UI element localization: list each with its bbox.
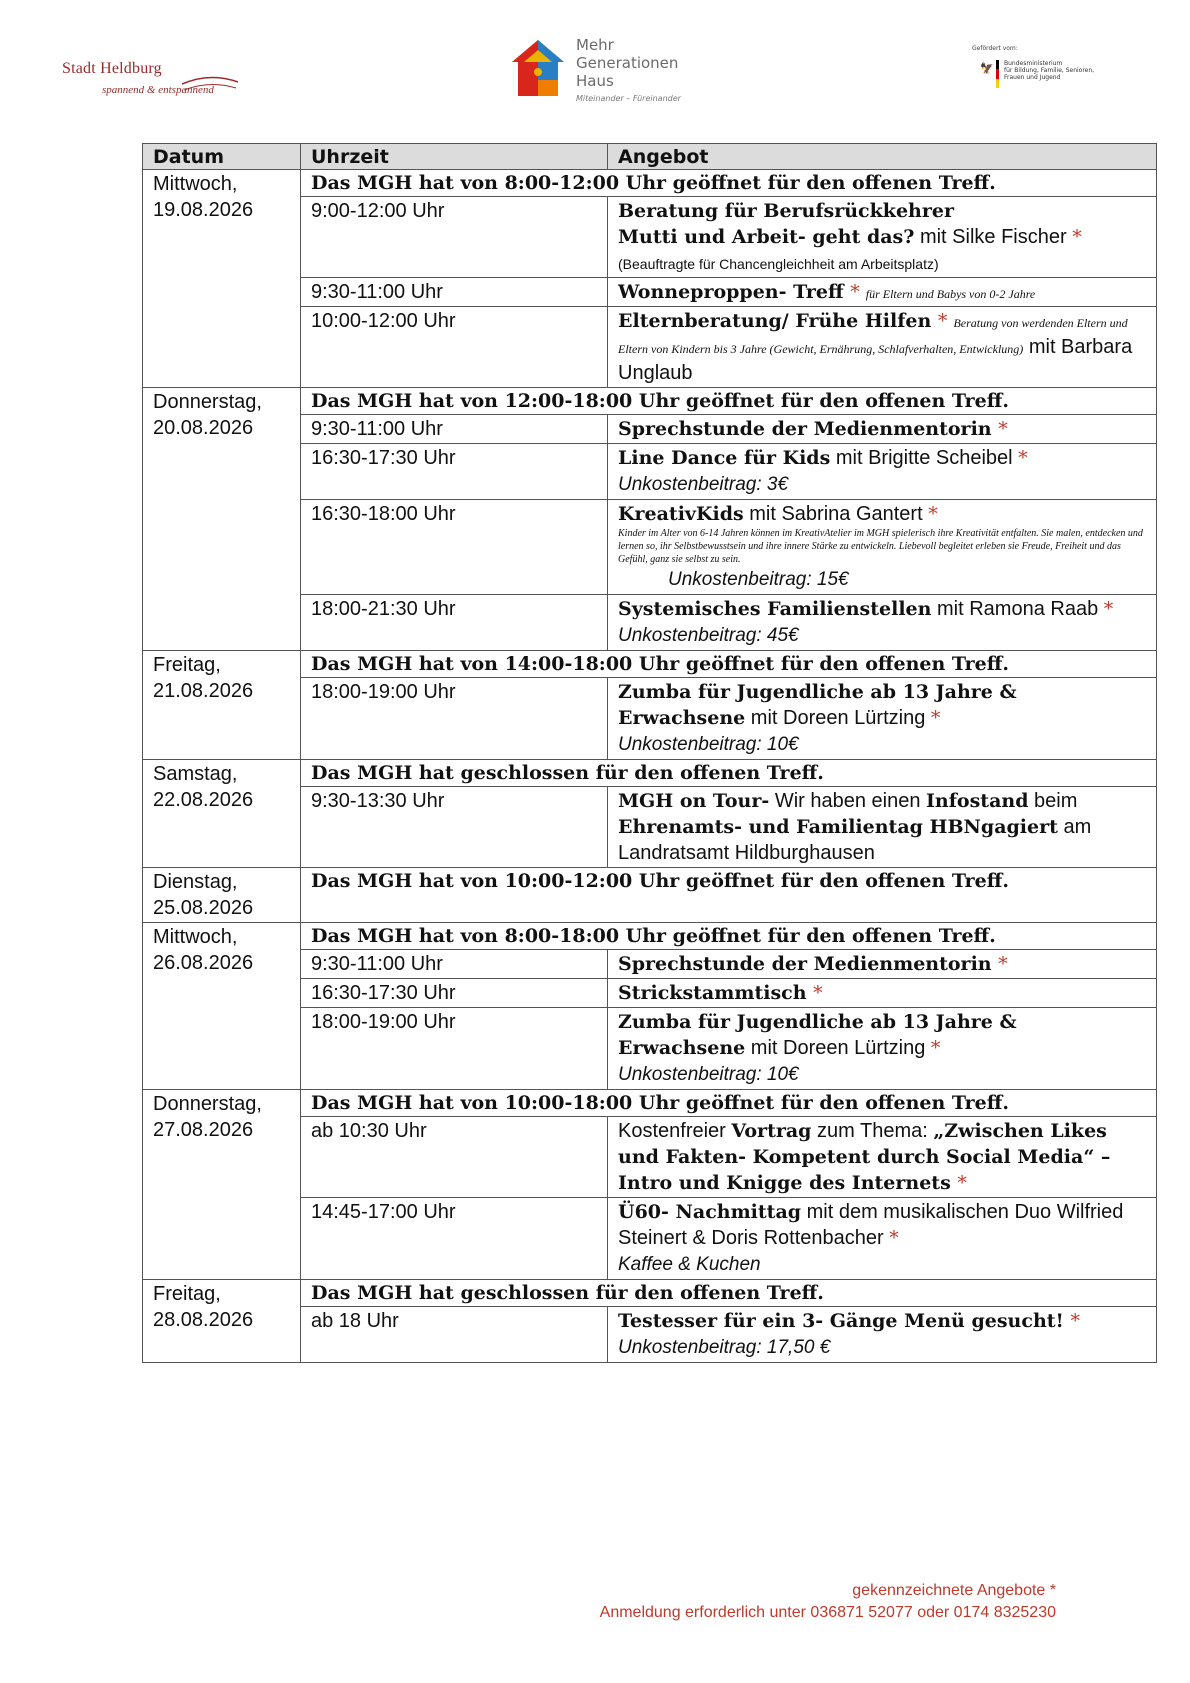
schedule-table [142,143,1157,1363]
table-row [143,1090,1157,1117]
opening-hours: Das MGH hat von 8:00-12:00 Uhr geöffnet für den offenen Treff. [301,170,1157,197]
stadt-heldburg-logo [62,60,232,110]
day-date: 27.08.2026 [153,1119,254,1141]
activity-cell [608,197,1157,278]
activity-title: Sprechstunde der Medienmentorin [618,418,999,440]
time-cell: 18:00-21:30 Uhr [301,595,608,651]
activity-title: KreativKids [618,503,744,525]
activity-cell [608,787,1157,868]
activity-text-bold: Infostand [926,790,1029,812]
activity-subtitle: Mutti und Arbeit- geht das? [618,226,915,248]
day-cell [143,1090,301,1280]
day-cell [143,868,301,923]
day-cell [143,760,301,868]
time-cell: 9:30-13:30 Uhr [301,787,608,868]
time-cell: 18:00-19:00 Uhr [301,678,608,760]
table-row [143,1280,1157,1307]
activity-cell [608,444,1157,500]
bmfsfj-logo [972,40,1102,110]
asterisk-icon: * [930,1037,941,1059]
eagle-icon: 🦅 [980,62,994,75]
asterisk-icon: * [1072,226,1082,248]
opening-hours: Das MGH hat geschlossen für den offenen Treff. [301,1280,1157,1307]
activity-cell [608,950,1157,979]
activity-text: Kostenfreier [618,1120,732,1142]
time-cell: 18:00-19:00 Uhr [301,1008,608,1090]
activity-topic: „Zwischen Likes und Fakten- Kompetent durch Social Media“ – Intro und Knigge des Internets [618,1120,1111,1194]
mgh-title-2: Generationen [576,54,679,72]
german-flag-icon [996,60,999,88]
activity-title: Zumba für Jugendliche ab 13 Jahre & Erwachsene [618,1011,1017,1059]
asterisk-icon: * [1103,598,1114,620]
mgh-subtitle: Miteinander – Füreinander [576,94,681,103]
day-date: 20.08.2026 [153,417,254,439]
day-name: Mittwoch, [153,926,238,948]
opening-hours: Das MGH hat von 14:00-18:00 Uhr geöffnet für den offenen Treff. [301,651,1157,678]
activity-text: Wir haben einen [769,790,927,812]
activity-note: für Eltern und Babys von 0-2 Jahre [865,287,1036,301]
house-puzzle-icon [508,38,568,100]
funder-line-3: Frauen und Jugend [1004,74,1061,81]
asterisk-icon: * [957,1172,967,1194]
activity-cell [608,500,1157,595]
header-datum: Datum [143,144,301,170]
asterisk-icon: * [1070,1310,1080,1332]
asterisk-icon: * [928,503,938,525]
activity-host: mit Doreen Lürtzing [745,1037,931,1059]
day-date: 26.08.2026 [153,952,254,974]
asterisk-icon: * [1018,447,1028,469]
activity-title: Line Dance für Kids [618,447,831,469]
activity-text-bold: Ehrenamts- und Familientag HBNgagiert [618,816,1058,838]
activity-title: Testesser für ein 3- Gänge Menü gesucht! [618,1310,1071,1332]
activity-title: Zumba für Jugendliche ab 13 Jahre & Erwachsene [618,681,1017,729]
activity-fee: Kaffee & Kuchen [618,1254,761,1275]
funder-line-1: Bundesministerium [1004,60,1063,67]
day-name: Mittwoch, [153,173,238,195]
day-date: 19.08.2026 [153,199,254,221]
day-name: Dienstag, [153,871,238,893]
activity-cell [608,307,1157,388]
registration-note [600,1580,1056,1624]
asterisk-icon: * [889,1227,899,1249]
table-row [143,170,1157,197]
activity-cell [608,415,1157,444]
time-cell: ab 10:30 Uhr [301,1117,608,1198]
day-name: Freitag, [153,1283,221,1305]
time-cell: 10:00-12:00 Uhr [301,307,608,388]
activity-title: Strickstammtisch [618,982,814,1004]
table-row [143,651,1157,678]
activity-host: mit dem musikalischen Duo Wilfried Steinert & Doris Rottenbacher [618,1201,1124,1249]
day-name: Donnerstag, [153,391,262,413]
activity-cell [608,595,1157,651]
opening-hours: Das MGH hat von 10:00-18:00 Uhr geöffnet für den offenen Treff. [301,1090,1157,1117]
mgh-title-3: Haus [576,72,614,90]
opening-hours: Das MGH hat geschlossen für den offenen Treff. [301,760,1157,787]
activity-description: Kinder im Alter von 6-14 Jahren können im KreativAtelier im MGH spielerisch ihre Kreativität entfalten. Sie malen, entdecken und lernen so, ihr Selbstbewusstsein und ihre innere Stärke zu entwickeln. Liebevoll begleitet erleben sie Freude, Freiheit und das Gefühl, ganz sie selbst zu sein. [618,528,1143,565]
time-cell: ab 18 Uhr [301,1307,608,1363]
asterisk-icon: * [813,982,823,1004]
table-row [143,923,1157,950]
activity-fee: Unkostenbeitrag: 17,50 € [618,1337,831,1358]
day-cell [143,1280,301,1363]
day-cell [143,170,301,388]
activity-host: mit Doreen Lürtzing [745,707,931,729]
opening-hours: Das MGH hat von 12:00-18:00 Uhr geöffnet für den offenen Treff. [301,388,1157,415]
activity-host: mit Sabrina Gantert [743,503,929,525]
day-date: 28.08.2026 [153,1309,254,1331]
asterisk-icon: * [998,418,1008,440]
time-cell: 14:45-17:00 Uhr [301,1198,608,1280]
activity-text: am Landratsamt Hildburghausen [618,816,1092,864]
day-cell [143,388,301,651]
asterisk-icon: * [998,953,1008,975]
table-row [143,760,1157,787]
header-angebot: Angebot [608,144,1157,170]
activity-cell [608,1307,1157,1363]
day-date: 21.08.2026 [153,680,254,702]
activity-note: Beratung von werdenden Eltern und Eltern von Kindern bis 3 Jahre (Gewicht, Ernährung, Schlafverhalten, Entwicklung) [618,316,1128,356]
time-cell: 9:30-11:00 Uhr [301,950,608,979]
mgh-title-1: Mehr [576,36,614,54]
activity-host: mit Silke Fischer [914,226,1073,248]
time-cell: 9:00-12:00 Uhr [301,197,608,278]
day-name: Freitag, [153,654,221,676]
activity-fee: Unkostenbeitrag: 3€ [618,474,789,495]
time-cell: 9:30-11:00 Uhr [301,278,608,307]
activity-host: mit Barbara Unglaub [618,336,1133,384]
footer-line-1: gekennzeichnete Angebote * [852,1582,1056,1599]
activity-fee: Unkostenbeitrag: 45€ [618,625,799,646]
swoosh-icon [180,70,240,100]
activity-cell [608,278,1157,307]
activity-host: mit Brigitte Scheibel [830,447,1019,469]
table-header-row [143,144,1157,170]
activity-title: Vortrag [731,1120,812,1142]
asterisk-icon: * [850,281,860,303]
asterisk-icon: * [930,707,941,729]
header-uhrzeit: Uhrzeit [301,144,608,170]
day-date: 22.08.2026 [153,789,254,811]
activity-fee: Unkostenbeitrag: 15€ [668,569,849,590]
opening-hours: Das MGH hat von 10:00-12:00 Uhr geöffnet für den offenen Treff. [301,868,1157,923]
stadt-tagline: spannend & entspannend [102,84,214,96]
activity-host: mit Ramona Raab [931,598,1104,620]
activity-text: zum Thema: [811,1120,934,1142]
activity-text: beim [1028,790,1078,812]
funder-prefix: Gefördert vom: [972,45,1018,52]
activity-title: Systemisches Familienstellen [618,598,932,620]
footer-line-2: Anmeldung erforderlich unter 036871 52077 oder 0174 8325230 [599,1604,1056,1621]
activity-fee: Unkostenbeitrag: 10€ [618,734,799,755]
activity-cell [608,1008,1157,1090]
mgh-logo [508,36,698,106]
funder-line-2: für Bildung, Familie, Senioren, [1004,67,1095,74]
day-date: 25.08.2026 [153,897,254,919]
table-row [143,868,1157,923]
day-cell [143,651,301,760]
asterisk-icon: * [937,310,948,332]
activity-title: Ü60- Nachmittag [618,1201,802,1223]
activity-note: (Beauftragte für Chancengleichheit am Arbeitsplatz) [618,256,939,272]
time-cell: 16:30-18:00 Uhr [301,500,608,595]
activity-title: MGH on Tour- [618,790,770,812]
activity-cell [608,1198,1157,1280]
day-name: Samstag, [153,763,238,785]
time-cell: 9:30-11:00 Uhr [301,415,608,444]
activity-title: Sprechstunde der Medienmentorin [618,953,999,975]
activity-cell [608,979,1157,1008]
activity-title: Beratung für Berufsrückkehrer [618,200,954,222]
activity-cell [608,678,1157,760]
day-cell [143,923,301,1090]
table-row [143,388,1157,415]
activity-cell [608,1117,1157,1198]
stadt-name: Stadt Heldburg [62,60,162,77]
activity-fee: Unkostenbeitrag: 10€ [618,1064,799,1085]
time-cell: 16:30-17:30 Uhr [301,444,608,500]
activity-title: Wonneproppen- Treff [618,281,851,303]
day-name: Donnerstag, [153,1093,262,1115]
activity-title: Elternberatung/ Frühe Hilfen [618,310,938,332]
time-cell: 16:30-17:30 Uhr [301,979,608,1008]
opening-hours: Das MGH hat von 8:00-18:00 Uhr geöffnet für den offenen Treff. [301,923,1157,950]
